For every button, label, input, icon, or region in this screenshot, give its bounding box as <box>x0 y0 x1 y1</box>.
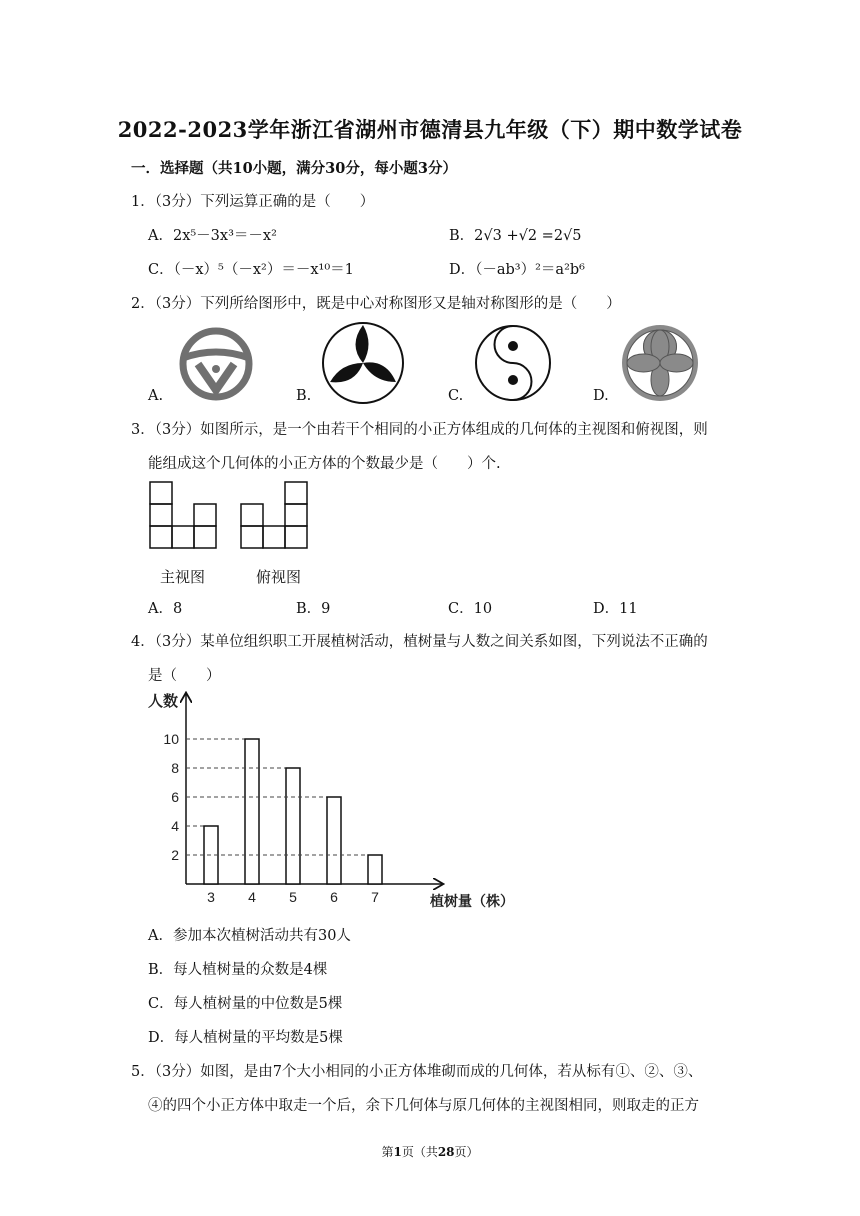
q3-option-c: C．10 <box>448 601 493 617</box>
y-tick-label-2: 2 <box>171 847 179 863</box>
q5-stem-line1: 5．（3分）如图，是由7个大小相同的小正方体堆砌而成的几何体，若从标有①、②、③、 <box>131 1064 703 1080</box>
footer-total-pages: 28 <box>437 1145 455 1159</box>
q4-stem-line1: 4．（3分）某单位组织职工开展植树活动，植树量与人数之间关系如图，下列说法不正确的 <box>131 634 708 650</box>
section-heading: 一．选择题（共10小题，满分30分，每小题3分） <box>131 160 457 177</box>
q1-option-c: C．（－x）⁵（－x²）＝－x¹⁰＝1 <box>148 262 354 278</box>
q1-stem: 1．（3分）下列运算正确的是（ ） <box>131 194 375 210</box>
y-tick-label-10: 10 <box>163 731 179 747</box>
page-footer <box>0 1143 860 1160</box>
bar-4 <box>245 739 259 884</box>
q4-option-b: B．每人植树量的众数是4棵 <box>148 962 328 978</box>
q3-stem-line1: 3．（3分）如图所示，是一个由若干个相同的小正方体组成的几何体的主视图和俯视图，则 <box>131 422 708 438</box>
q4-option-a: A．参加本次植树活动共有30人 <box>148 928 351 944</box>
bar-7 <box>368 855 382 884</box>
q2-option-d-label: D. <box>593 388 609 404</box>
q3-option-b: B．9 <box>296 601 331 617</box>
x-tick-label-4: 4 <box>248 889 256 905</box>
y-tick-label-6: 6 <box>171 789 179 805</box>
page-title: 2022-2023学年浙江省湖州市德清县九年级（下）期中数学试卷 <box>117 117 743 142</box>
shield-v-logo-icon <box>176 324 256 404</box>
y-axis-label: 人数 <box>148 693 179 710</box>
y-tick-label-8: 8 <box>171 760 179 776</box>
q1-option-a: A．2x⁵－3x³＝－x² <box>148 228 277 244</box>
front-view-grid <box>150 482 216 548</box>
y-tick-label-4: 4 <box>171 818 179 834</box>
q4-option-c: C．每人植树量的中位数是5棵 <box>148 996 343 1012</box>
footer-suffix: 页） <box>454 1145 479 1159</box>
footer-prefix: 第 <box>381 1145 394 1159</box>
x-tick-label-3: 3 <box>207 889 215 905</box>
q4-stem-line2: 是（ ） <box>148 668 221 684</box>
front-view-label: 主视图 <box>160 568 206 586</box>
q2-option-a-label: A. <box>148 388 164 404</box>
q4-option-d: D．每人植树量的平均数是5棵 <box>148 1030 343 1046</box>
bar-6 <box>327 797 341 884</box>
four-petal-flower-icon <box>619 322 701 404</box>
q3-views-figure <box>148 480 318 552</box>
top-view-label: 俯视图 <box>256 568 302 586</box>
yin-yang-icon <box>472 322 554 404</box>
q5-stem-line2: ④的四个小正方体中取走一个后，余下几何体与原几何体的主视图相同，则取走的正方 <box>148 1098 699 1114</box>
top-view-grid <box>241 482 307 548</box>
q2-stem: 2．（3分）下列所给图形中，既是中心对称图形又是轴对称图形的是（ ） <box>131 296 621 312</box>
x-tick-label-6: 6 <box>330 889 338 905</box>
q3-option-d: D．11 <box>593 601 638 617</box>
x-tick-label-7: 7 <box>371 889 379 905</box>
tree-planting-bar-chart <box>140 688 540 910</box>
q1-option-d: D．（－ab³）²＝a²b⁶ <box>449 262 585 278</box>
q2-option-b-label: B. <box>296 388 312 404</box>
q1-option-b: B．2√3 +√2 =2√5 <box>449 228 582 244</box>
three-blade-propeller-icon <box>320 320 406 406</box>
x-axis-label: 植树量（株） <box>430 893 514 909</box>
bar-5 <box>286 768 300 884</box>
q3-option-a: A．8 <box>148 601 183 617</box>
q2-option-c-label: C. <box>448 388 464 404</box>
x-tick-label-5: 5 <box>289 889 297 905</box>
footer-middle: 页（共 <box>401 1145 438 1159</box>
q3-stem-line2: 能组成这个几何体的小正方体的个数最少是（ ）个. <box>148 456 501 472</box>
footer-page-number: 1 <box>393 1145 402 1159</box>
